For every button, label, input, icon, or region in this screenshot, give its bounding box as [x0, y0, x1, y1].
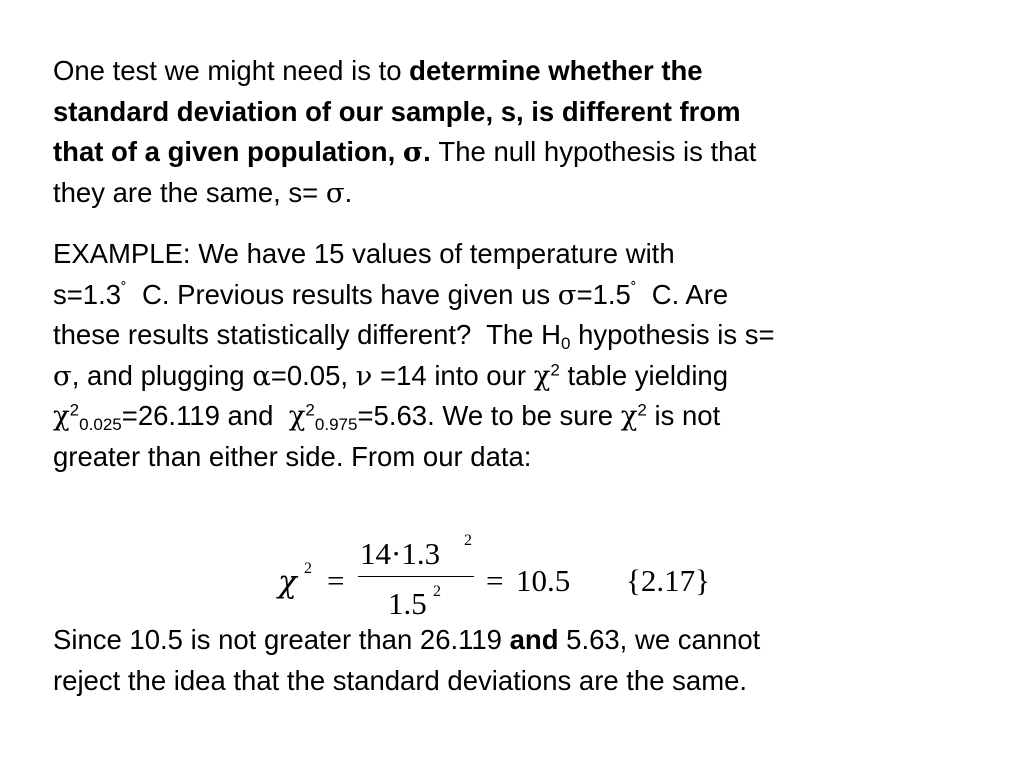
- example-text: hypothesis is s=: [570, 319, 775, 350]
- eq-numerator: 14·1.3: [360, 536, 441, 571]
- alpha-symbol: α: [252, 359, 271, 392]
- superscript: 2: [305, 400, 315, 420]
- eq-equals-sign: =: [327, 563, 345, 598]
- intro-text: they are the same, s=: [53, 176, 326, 208]
- example-text: =1.5: [576, 278, 631, 310]
- example-text: =0.05,: [270, 359, 356, 391]
- chi-symbol: χ: [533, 359, 551, 392]
- eq-number-label: {2.17}: [626, 563, 711, 598]
- example-line-5: [53, 396, 775, 437]
- superscript: 2: [637, 400, 647, 420]
- sigma-symbol: σ: [53, 359, 72, 392]
- intro-bold-text: .: [423, 136, 431, 167]
- example-text: , and plugging: [71, 359, 253, 391]
- example-text: these results statistically different? The H: [53, 319, 561, 350]
- subscript: 0.025: [79, 415, 122, 435]
- intro-text: One test we might need is to: [53, 55, 410, 86]
- example-line-3: [53, 315, 775, 356]
- example-text: table yielding: [559, 359, 729, 391]
- example-text: C. Previous results have given us: [126, 278, 558, 310]
- example-text: =14 into our: [372, 359, 534, 391]
- eq-result: 10.5: [516, 563, 571, 598]
- intro-bold-text: determine whether the: [409, 55, 703, 86]
- sigma-symbol: σ: [557, 278, 577, 311]
- example-text: EXAMPLE: We have 15 values of temperature with: [53, 238, 675, 269]
- chi-square-equation: [276, 528, 746, 628]
- eq-denominator-superscript: 2: [433, 583, 441, 600]
- subscript: 0: [560, 334, 571, 354]
- superscript: 2: [550, 360, 560, 380]
- degree-symbol: ˚: [630, 279, 637, 299]
- conclusion-line-2: [53, 661, 760, 702]
- example-text: =26.119 and: [121, 400, 289, 431]
- conclusion-text: Since 10.5 is not greater than 26.119: [53, 624, 510, 655]
- conclusion-text: 5.63, we cannot: [558, 624, 761, 655]
- sigma-symbol: σ: [325, 176, 345, 209]
- eq-numerator-superscript: 2: [464, 532, 472, 549]
- intro-line-4: [53, 173, 756, 214]
- example-text: is not: [646, 400, 721, 431]
- superscript: 2: [69, 400, 80, 420]
- example-line-4: [53, 356, 775, 397]
- example-line-2: [53, 275, 775, 316]
- chi-symbol: χ: [620, 400, 638, 432]
- chi-symbol: χ: [288, 400, 306, 432]
- degree-symbol: ˚: [121, 279, 127, 299]
- sigma-symbol: σ: [402, 136, 424, 168]
- eq-fraction-bar: [358, 576, 474, 577]
- example-text: =5.63. We to be sure: [357, 400, 621, 431]
- chi-symbol: χ: [53, 400, 70, 432]
- intro-bold-text: that of a given population,: [53, 136, 403, 167]
- intro-line-3: [53, 132, 756, 173]
- subscript: 0.975: [314, 415, 358, 435]
- intro-line-1: [53, 51, 756, 92]
- nu-symbol: ν: [355, 359, 373, 392]
- example-paragraph: [53, 234, 775, 477]
- conclusion-line-1: [53, 620, 760, 661]
- intro-line-2: [53, 92, 756, 133]
- conclusion-text: reject the idea that the standard deviations are the same.: [53, 664, 748, 696]
- example-line-1: [53, 234, 775, 275]
- example-text: s=1.3: [53, 278, 122, 310]
- intro-text: .: [344, 176, 353, 208]
- eq-chi-superscript: 2: [304, 560, 312, 577]
- intro-text: The null hypothesis is that: [430, 136, 757, 167]
- eq-denominator: 1.5: [388, 586, 427, 621]
- intro-paragraph: [53, 51, 756, 213]
- example-text: C. Are: [636, 278, 729, 310]
- eq-equals-sign: =: [486, 563, 504, 598]
- intro-bold-text: standard deviation of our sample, s, is different from: [53, 95, 741, 127]
- eq-chi-symbol: χ: [278, 564, 297, 600]
- example-text: greater than either side. From our data:: [53, 440, 532, 472]
- conclusion-bold-text: and: [509, 624, 559, 655]
- example-line-6: [53, 437, 775, 478]
- conclusion-paragraph: [53, 620, 760, 701]
